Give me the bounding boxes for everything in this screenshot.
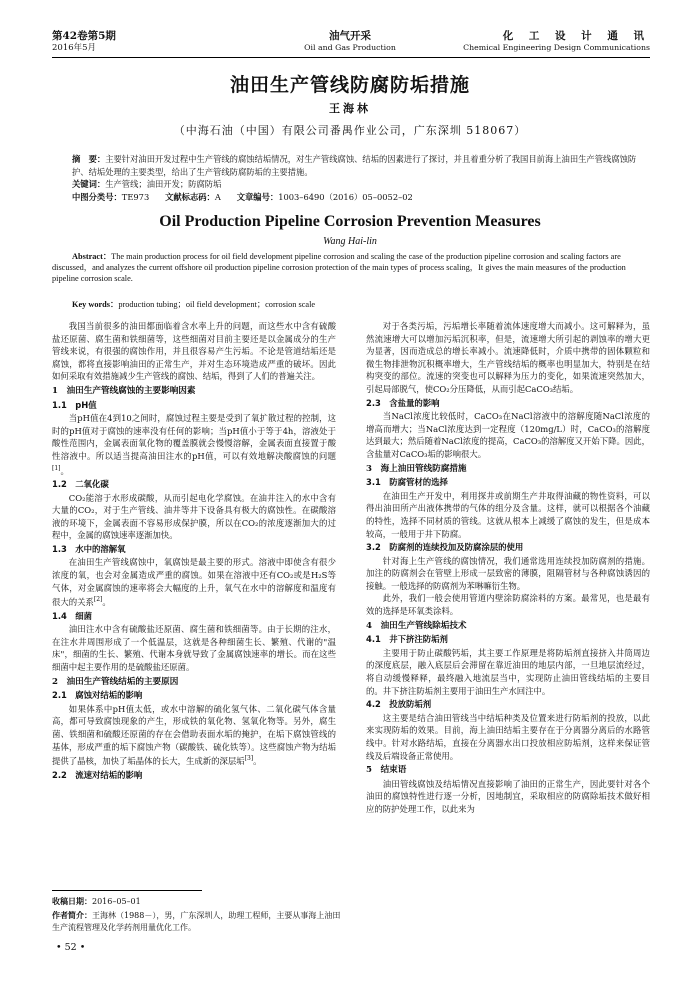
paragraph-intro: 我国当前很多的油田都面临着含水率上升的问题，而这些水中含有硫酸盐还原菌、腐生菌和铁细菌等，这些细菌对目前主要还是以金属成分的生产管线来说，有很强的腐蚀作用，并且很容易产生污垢。不论是管道结垢还是腐蚀，都将直接影响油田的正常生产，并对生态环境造成严重的破坏。因此如何采取有效措施减少生产管线的腐蚀、结垢，得到了人们的普遍关注。 <box>52 321 336 382</box>
page-title-en: Oil Production Pipeline Corrosion Prevention Measures <box>159 213 541 230</box>
paragraph-1-2: CO₂能溶于水形成碳酸，从而引起电化学腐蚀。在油井注入的水中含有大量的CO₂，对于生产管线、油井等井下设备具有极大的腐蚀性。在碳酸溶液的环境下，金属表面不容易形成保护膜，所以在CO₂的浓度逐渐加大的过程中，金属的腐蚀速率逐渐加快。 <box>52 492 336 541</box>
paragraph-3-2a: 针对海上生产管线的腐蚀情况，我们通常选用连续投加防腐剂的措施。加注的防腐剂会在管壁上形成一层致密的薄膜，阻隔管材与各种腐蚀诱因的接触。一般选择的防腐剂为苯啉嘛衍生物。 <box>366 555 650 591</box>
heading-4: 4 油田生产管线除垢技术 <box>366 620 467 631</box>
keywords-en-label: Key words： <box>72 300 119 309</box>
abstract-en-text: The main production process for oil field development pipeline corrosion and scaling the case of the production pipeline corrosion and scaling factors are discussed，and analyzes the current offshore oil production pipeline corrosion protection of the main types of process scaling，It gives the main measures of the production pipeline corrosion scale. <box>52 252 626 284</box>
abstract-cn <box>72 153 637 203</box>
heading-2-2: 2.2 流速对结垢的影响 <box>52 769 143 780</box>
paragraph-1-1: 当pH值在4到10之间时，腐蚀过程主要是受到了氧扩散过程的控制，这时的pH值对于腐蚀的速率没有任何的影响；当pH值小于等于4h，溶液处于酸性范围内，金属表面氧化物的覆盖膜就会慢慢溶解，金属表面直接置于酸性溶液中。所以适当提高油田注水的pH值，可以有效地解决酸腐蚀的问题[1]。 <box>52 413 336 476</box>
doc-label: 文献标志码： <box>165 191 215 202</box>
header-volume-block <box>52 30 116 54</box>
keywords-cn-text: 生产管线；油田开发；防腐防垢 <box>105 179 222 189</box>
article-id-label: 文章编号： <box>236 191 279 202</box>
heading-3-1: 3.1 防腐管材的选择 <box>366 477 448 488</box>
paragraph-2-1: 如果体系中pH值太低，或水中溶解的硫化氢气体、二氧化碳气体含量高，都可导致腐蚀现象的产生，形成铁的氧化物、氢氧化物等。另外，腐生菌、铁细菌和硫酸还原菌的存在会借助表面水垢的掩护，在垢下腐蚀管线的基体，形成严重的垢下腐蚀产物（碳酸铁、硫化铁等）。这些腐蚀产物为结垢提供了晶核，加快了垢晶体的长大，生成新的深层垢[3]。 <box>52 703 336 766</box>
heading-2-3: 2.3 含盐量的影响 <box>366 397 440 408</box>
keywords-cn <box>72 178 637 191</box>
paragraph-2-2: 对于各类污垢，污垢增长率随着流体速度增大而减小。这可解释为，虽然流速增大可以增加污垢沉积率，但是，流速增大所引起的剥蚀率的增大更为显著，因而造成总的增长率减小。流速降低时，介质中携带的固体颗粒和微生物排泄物沉积概率增大，生产管线结垢的概率也明显加大，特别是在结构突变的部位。流速的突变也可以解释为压力的变化，如果流速突然加大，引起局部脱气，使CO₂分压降低，从而引起CaCO₃结垢。 <box>366 321 650 394</box>
paragraph-4-1: 主要用于防止碳酸钙垢，其主要工作原理是将防垢剂直接挤入井筒周边的深度底层，融入底层后会滞留在靠近油田的地层内部，一旦地层流经过，将自动缓慢释释，最终融入地流层当中，实现防止油田管线结垢的主要目的。井下挤注防垢剂主要用于油田生产水回注中。 <box>366 647 650 696</box>
paragraph-1-3: 在油田生产管线腐蚀中，氧腐蚀是最主要的形式。溶液中即使含有很少浓度的氧，也会对金属造成严重的腐蚀。如果在溶液中还有CO₂或是H₂S等气体，对金属腐蚀的速率将会大幅度的上升，氧气在水中的溶解度和温度有很大的关系[2]。 <box>52 557 336 608</box>
clc-label: 中图分类号： <box>72 191 122 202</box>
heading-3-2: 3.2 防腐剂的连续投加及防腐涂层的使用 <box>366 542 524 553</box>
ref-1-3: [2] <box>93 596 103 604</box>
doc-value: A <box>214 191 221 202</box>
paragraph-3-2b: 此外，我们一般会使用管道内壁涂防腐涂料的方案。最常见，也是最有效的选择是环氧类涂料。 <box>366 593 650 617</box>
footnote-received <box>52 895 342 908</box>
heading-4-2: 4.2 投放防垢剂 <box>366 699 432 710</box>
heading-5: 5 结束语 <box>366 765 407 776</box>
heading-1-3: 1.3 水中的溶解氧 <box>52 543 126 554</box>
heading-2-1: 2.1 腐蚀对结垢的影响 <box>52 690 143 701</box>
paragraph-3-1: 在油田生产开发中，利用探井或前期生产井取得油藏的物性资料，可以得出油田所产出液体携带的气体的组分及含量。这样，就可以根据各个油藏的特性，选择不同材质的管线。这就从根本上减缓了腐蚀的发生，但是成本较高，一般用于井下防腐。 <box>366 490 650 539</box>
heading-3: 3 海上油田管线防腐措施 <box>366 463 467 474</box>
header-date: 2016年5月 <box>52 43 97 53</box>
header-volume: 第42卷第5期 <box>52 30 116 42</box>
author-bio-label: 作者简介： <box>52 910 92 920</box>
heading-1: 1 油田生产管线腐蚀的主要影响因素 <box>52 385 196 396</box>
left-column <box>52 320 336 782</box>
page-number: • 52 • <box>56 942 86 953</box>
ref-2-1: [3] <box>244 755 254 763</box>
paragraph-4-2: 这主要是结合油田管线当中结垢种类及位置来进行防垢剂的投放，以此来实现防垢的效果。目前，海上油田结垢主要存在于分离器分离后的水路管线中。针对水路结垢，直接在分离器水出口投放相应防垢剂，这样来保证管线及后端设备正常使用。 <box>366 712 650 761</box>
footnote-author <box>52 909 342 934</box>
heading-2: 2 油田生产管线结垢的主要原因 <box>52 676 179 687</box>
header-rule <box>52 57 650 58</box>
page-title-cn: 油田生产管线防腐防垢措施 <box>229 74 470 96</box>
header-right-en: Chemical Engineering Design Communications <box>463 43 650 52</box>
header-journal-cn: 油气开采 <box>329 30 371 42</box>
heading-4-1: 4.1 井下挤注防垢剂 <box>366 634 448 645</box>
paragraph-1-3-text: 在油田生产管线腐蚀中，氧腐蚀是最主要的形式。溶液中即使含有很少浓度的氧，也会对金属造成严重的腐蚀。如果在溶液中还有CO₂或是H₂S等气体，对金属腐蚀的速率将会大幅度的上升，氧气在水中的溶解度和温度有很大的关系 <box>52 557 336 608</box>
abstract-cn-body <box>72 153 637 178</box>
header-right-cn: 化 工 设 计 通 讯 <box>502 30 650 42</box>
article-id-value: 1003–6490（2016）05–0052–02 <box>278 191 413 202</box>
keywords-en-text: production tubing；oil field development；corrosion scale <box>118 300 316 309</box>
paragraph-1-1-text: 当pH值在4到10之间时，腐蚀过程主要是受到了氧扩散过程的控制，这时的pH值对于腐蚀的速率没有任何的影响；当pH值小于等于4h，溶液处于酸性范围内，金属表面氧化物的覆盖膜就会慢慢溶解，金属表面直接置于酸性溶液中。所以适当提高油田注水的pH值，可以有效地解决酸腐蚀的问题 <box>52 413 336 461</box>
author-en: Wang Hai-lin <box>323 236 377 247</box>
header-right-block <box>463 30 650 54</box>
author-bio: 王海林（1988－），男，广东深圳人，助理工程师，主要从事海上油田生产流程管理及化学药剂用量优化工作。 <box>52 911 341 932</box>
header-journal-en: Oil and Gas Production <box>304 43 396 52</box>
heading-1-2: 1.2 二氧化碳 <box>52 478 109 489</box>
header-journal-block <box>260 30 440 54</box>
keywords-cn-label: 关键词： <box>72 179 106 189</box>
paragraph-1-4: 油田注水中含有硫酸盐还原菌、腐生菌和铁细菌等。由于长期的注水，在注水井周围形成了一个低温层，这就是各种细菌生长、繁殖、代谢的"温床"，细菌的生长、繁殖、代谢本身就导致了金属腐蚀速率的增长。而在这些细菌中起主要作用的是硫酸盐还原菌。 <box>52 624 336 673</box>
ref-1-1: [1] <box>52 464 61 472</box>
footnote-rule <box>52 890 202 891</box>
affiliation-cn: （中海石油（中国）有限公司番禺作业公司，广东深圳 518067） <box>173 124 527 137</box>
abstract-cn-label: 摘 要： <box>72 154 106 164</box>
abstract-en-label: Abstract： <box>72 252 112 261</box>
right-column <box>366 320 650 816</box>
heading-1-1: 1.1 pH值 <box>52 399 97 410</box>
keywords-en <box>72 298 652 310</box>
abstract-en <box>52 251 652 285</box>
clc-value: TE973 <box>121 191 150 202</box>
abstract-cn-text: 主要针对油田开发过程中生产管线的腐蚀结垢情况，对生产管线腐蚀、结垢的因素进行了探讨，并且着重分析了我国目前海上油田生产管线腐蚀防护、结垢处理的主要类型，给出了生产管线防腐防垢的主要措施。 <box>72 154 637 177</box>
paragraph-2-1-text: 如果体系中pH值太低，或水中溶解的硫化氢气体、二氧化碳气体含量高，都可导致腐蚀现象的产生，形成铁的氧化物、氢氧化物等。另外，腐生菌、铁细菌和硫酸还原菌的存在会借助表面水垢的掩护，在垢下腐蚀管线的基体，形成严重的垢下腐蚀产物（碳酸铁、硫化铁等）。这些腐蚀产物为结垢提供了晶核，加快了垢晶体的长大，生成新的深层垢 <box>52 703 336 766</box>
paragraph-2-3: 当NaCl浓度比较低时，CaCO₃在NaCl溶液中的溶解度随NaCl浓度的增高而增大；当NaCl浓度达到一定程度（120mg/L）时，CaCO₃的溶解度达到最大；然后随着NaCl浓度的提高，CaCO₃的溶解度又开始下降。因此，含盐量对CaCO₃垢的影响很大。 <box>366 411 650 459</box>
received-date: 2016–05–01 <box>92 897 141 906</box>
classification-line <box>72 191 637 204</box>
paragraph-5: 油田管线腐蚀及结垢情况直接影响了油田的正常生产，因此要针对各个油田的腐蚀特性进行逐一分析，因地制宜，采取相应的防腐除垢技术做好相应的防护处理工作，以此来为 <box>366 778 650 814</box>
author-cn: 王海林 <box>329 102 371 115</box>
heading-1-4: 1.4 细菌 <box>52 610 92 621</box>
received-label: 收稿日期： <box>52 896 92 906</box>
